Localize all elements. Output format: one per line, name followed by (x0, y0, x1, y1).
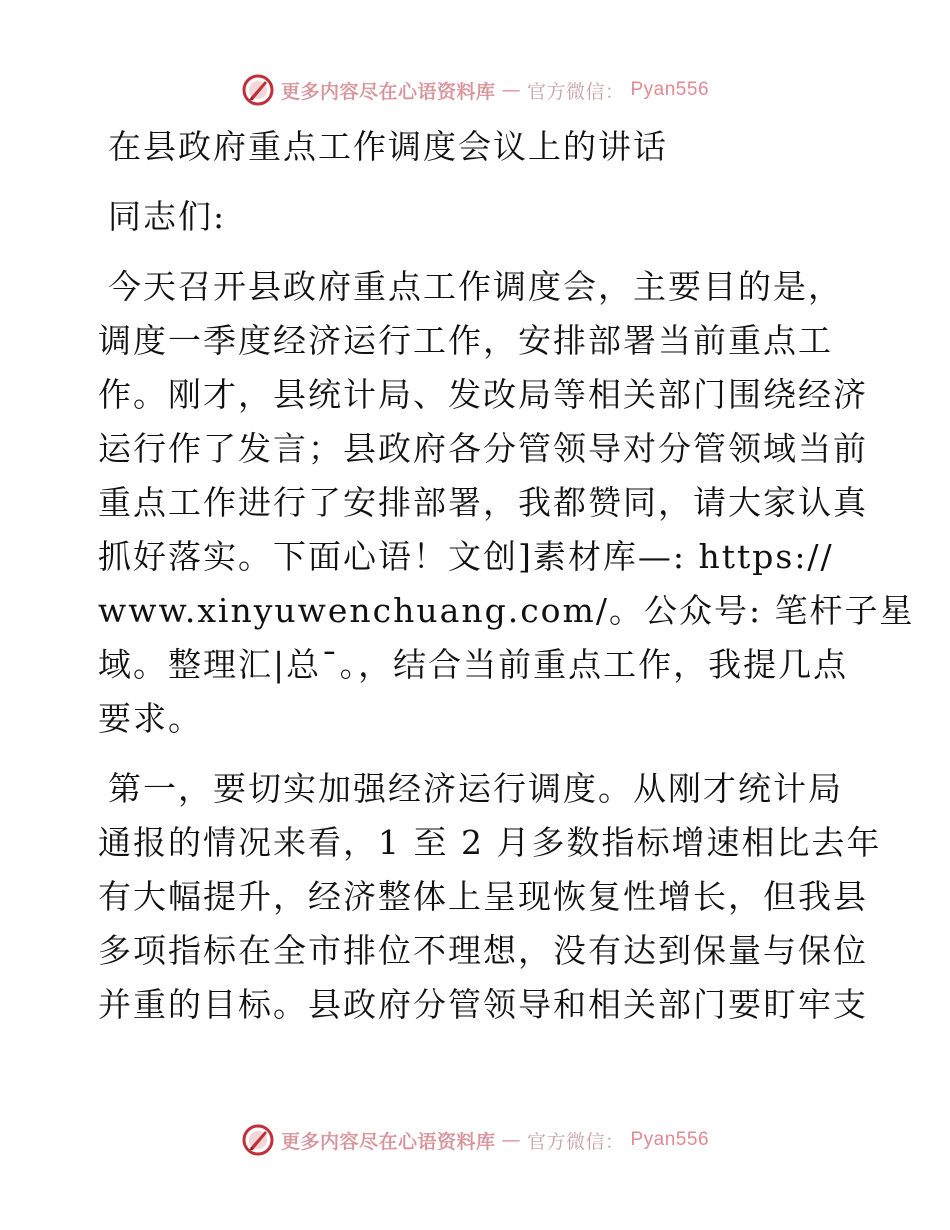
banner-separator: — (501, 1129, 521, 1151)
banner-main-text: 更多内容尽在心语资料库 (280, 1130, 496, 1153)
document-body (98, 120, 915, 1048)
paragraph-line: 有大幅提升，经济整体上呈现恢复性增长，但我县 (98, 877, 868, 916)
paragraph-line: 抓好落实。下面心语！文创]素材库—: https:// (98, 537, 834, 576)
header-banner (0, 70, 950, 110)
paragraph-line: 要求。 (98, 699, 203, 738)
paragraph-line: 调度一季度经济运行工作，安排部署当前重点工 (98, 321, 833, 360)
paragraph-line: 多项指标在全市排位不理想，没有达到保量与保位 (98, 931, 868, 970)
banner-wechat-id: Pyan556 (630, 1129, 710, 1150)
banner-wechat-id: Pyan556 (630, 79, 710, 100)
paragraph-line: 重点工作进行了安排部署，我都赞同，请大家认真 (98, 483, 868, 522)
paragraph-line: www.xinyuwenchuang.com/。公众号: 笔杆子星 (98, 591, 915, 630)
banner-wechat-label: 官方微信： (526, 80, 625, 103)
banner-main-text: 更多内容尽在心语资料库 (280, 80, 496, 103)
banner-wechat-label: 官方微信： (526, 1130, 625, 1153)
paragraph-line: 作。刚才，县统计局、发改局等相关部门围绕经济 (98, 375, 868, 414)
paragraph-line: 今天召开县政府重点工作调度会，主要目的是， (108, 267, 843, 306)
paragraph-line: 第一，要切实加强经济运行调度。从刚才统计局 (108, 769, 843, 808)
quill-pen-seal-icon (241, 1123, 275, 1157)
paragraph-line: 运行作了发言；县政府各分管领导对分管领域当前 (98, 429, 868, 468)
paragraph-line: 并重的目标。县政府分管领导和相关部门要盯牢支 (98, 985, 868, 1024)
paragraph-1 (98, 260, 915, 746)
paragraph-line: 域。整理汇|总¯。，结合当前重点工作，我提几点 (98, 645, 849, 684)
paragraph-2 (98, 762, 882, 1032)
paragraph-line: 通报的情况来看，1 至 2 月多数指标增速相比去年 (98, 823, 882, 862)
footer-banner (0, 1120, 950, 1160)
greeting: 同志们: (108, 197, 227, 236)
banner-separator: — (501, 79, 521, 101)
quill-pen-seal-icon (241, 73, 275, 107)
document-title: 在县政府重点工作调度会议上的讲话 (108, 127, 668, 166)
